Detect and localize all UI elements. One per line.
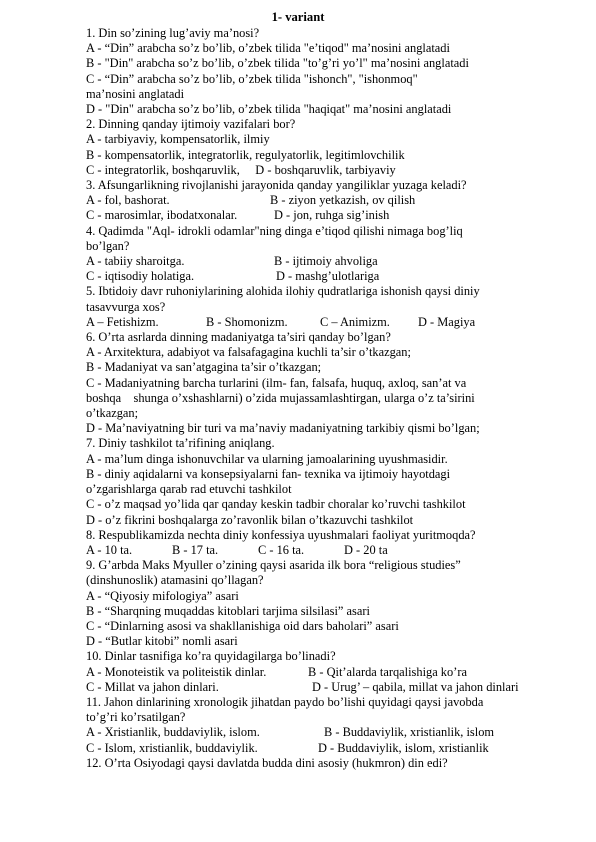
answer-11c: C - Islom, xristianlik, buddaviylik. — [86, 740, 258, 755]
answer-2b: B - kompensatorlik, integratorlik, regulyatorlik, legitimlovchilik — [86, 147, 405, 162]
answer-3c: C - marosimlar, ibodatxonalar. — [86, 208, 238, 223]
answer-row — [86, 665, 586, 680]
answer-1b: B - "Din" arabcha so’z bo’lib, o’zbek tilida "to’g’ri yo’l" ma’nosini anglatadi — [86, 56, 469, 71]
answer-4d: D - mashg’ulotlariga — [276, 269, 380, 284]
question-1: 1. Din so’zining lug’aviy ma’nosi? — [86, 26, 260, 40]
answer-6c-cont: boshqa shunga o’xshashlarni) o’zida mujassamlashtirgan, ularga o’z ta’sirini — [86, 390, 475, 405]
question-8: 8. Respublikamizda nechta diniy konfessiya uyushmalari faoliyat yuritmoqda? — [86, 527, 476, 542]
answer-10d: D - Urug’ – qabila, millat va jahon dinlari — [312, 679, 519, 694]
answer-row — [86, 269, 586, 284]
answer-4b: B - ijtimoiy ahvoliga — [274, 254, 378, 269]
answer-1d: D - "Din" arabcha so’z bo’lib, o’zbek tilida "haqiqat" ma’nosini anglatadi — [86, 102, 452, 117]
test-content — [86, 26, 586, 771]
answer-3b: B - ziyon yetkazish, ov qilish — [270, 193, 416, 208]
answer-1c: C - “Din” arabcha so’z bo’lib, o’zbek tilida "ishonch", "ishonmoq" — [86, 71, 418, 86]
question-9: 9. G’arbda Maks Myuller o’zining qaysi asarida ilk bora “religious studies” — [86, 558, 461, 573]
answer-3d: D - jon, ruhga sig’inish — [274, 208, 390, 223]
answer-row — [86, 208, 586, 223]
answer-6c-cont: o’tkazgan; — [86, 406, 139, 421]
answer-11d: D - Buddaviylik, islom, xristianlik — [318, 740, 489, 755]
answer-8c: C - 16 ta. — [258, 542, 305, 557]
question-5-cont: tasavvurga xos? — [86, 299, 166, 314]
question-6: 6. O’rta asrlarda dinning madaniyatga ta’siri qanday bo’lgan? — [86, 330, 391, 345]
answer-row — [86, 741, 586, 756]
answer-4c: C - iqtisodiy holatiga. — [86, 269, 195, 284]
answer-10b: B - Qit’alarda tarqalishiga ko’ra — [308, 664, 467, 679]
answer-4a: A - tabiiy sharoitga. — [86, 254, 185, 269]
answer-row — [86, 680, 586, 695]
answer-7c: C - o’z maqsad yo’lida qar qanday keskin tadbir choralar ko’ruvchi tashkilot — [86, 497, 466, 512]
answer-10a: A - Monoteistik va politeistik dinlar. — [86, 664, 267, 679]
question-9-cont: (dinshunoslik) atamasini qo’llagan? — [86, 573, 264, 588]
question-5: 5. Ibtidoiy davr ruhoniylarining alohida ilohiy qudratlariga ishonish qaysi diniy — [86, 284, 480, 299]
answer-6a: A - Arxitektura, adabiyot va falsafagagina kuchli ta’sir o’tkazgan; — [86, 345, 411, 360]
page-title: 1- variant — [271, 10, 325, 24]
answer-5d: D - Magiya — [418, 314, 476, 329]
answer-6d: D - Ma’naviyatning bir turi va ma’naviy madaniyatning tarkibiy qismi bo’lgan; — [86, 421, 480, 436]
answer-9a: A - “Qiyosiy mifologiya” asari — [86, 588, 239, 603]
question-4-cont: bo’lgan? — [86, 238, 130, 253]
question-12: 12. O’rta Osiyodagi qaysi davlatda budda dini asosiy (hukmron) din edi? — [86, 755, 448, 770]
question-3: 3. Afsungarlikning rivojlanishi jarayonida qanday yangiliklar yuzaga keladi? — [86, 178, 467, 193]
answer-row — [86, 725, 586, 740]
answer-7a: A - ma’lum dinga ishonuvchilar va ularning jamoalarining uyushmasidir. — [86, 451, 448, 466]
answer-row — [86, 543, 586, 558]
answer-11b: B - Buddaviylik, xristianlik, islom — [324, 725, 495, 740]
question-4: 4. Qadimda "Aql- idrokli odamlar"ning dinga e’tiqod qilishi nimaga bog’liq — [86, 223, 463, 238]
answer-1a: A - “Din” arabcha so’z bo’lib, o’zbek tilida "e’tiqod" ma’nosini anglatadi — [86, 41, 450, 56]
question-7: 7. Diniy tashkilot ta’rifining aniqlang. — [86, 436, 275, 451]
answer-5a: A – Fetishizm. — [86, 314, 159, 329]
answer-1c-cont: ma’nosini anglatadi — [86, 86, 185, 101]
answer-8b: B - 17 ta. — [172, 542, 219, 557]
answer-11a: A - Xristianlik, buddaviylik, islom. — [86, 725, 260, 740]
answer-row — [86, 193, 586, 208]
answer-9d: D - “Butlar kitobi” nomli asari — [86, 634, 238, 649]
answer-3a: A - fol, bashorat. — [86, 193, 170, 208]
answer-8d: D - 20 ta — [344, 542, 388, 557]
answer-2a: A - tarbiyaviy, kompensatorlik, ilmiy — [86, 132, 270, 147]
question-11-cont: to’g’ri ko’rsatilgan? — [86, 710, 186, 725]
answer-5b: B - Shomonizm. — [206, 314, 288, 329]
question-11: 11. Jahon dinlarining xronologik jihatdan paydo bo’lishi quyidagi qaysi javobda — [86, 694, 484, 709]
answer-row — [86, 315, 586, 330]
answer-9b: B - “Sharqning muqaddas kitoblari tarjima silsilasi” asari — [86, 603, 370, 618]
answer-8a: A - 10 ta. — [86, 542, 133, 557]
answer-row — [86, 254, 586, 269]
answer-7d: D - o’z fikrini boshqalarga zo’ravonlik bilan o’tkazuvchi tashkilot — [86, 512, 414, 527]
answer-7b: B - diniy aqidalarni va konsepsiyalarni fan- texnika va ijtimoiy hayotdagi — [86, 466, 451, 481]
answer-6c: C - Madaniyatning barcha turlarini (ilm- fan, falsafa, huquq, axloq, san’at va — [86, 375, 467, 390]
answer-10c: C - Millat va jahon dinlari. — [86, 679, 219, 694]
answer-7b-cont: o’zgarishlarga qarab rad etuvchi tashkilot — [86, 482, 292, 497]
answer-2cd: C - integratorlik, boshqaruvlik, D - boshqaruvlik, tarbiyaviy — [86, 162, 396, 177]
answer-9c: C - “Dinlarning asosi va shakllanishiga oid dars baholari” asari — [86, 618, 399, 633]
answer-6b: B - Madaniyat va san’atgagina ta’sir o’tkazgan; — [86, 360, 322, 375]
question-2: 2. Dinning qanday ijtimoiy vazifalari bor? — [86, 117, 296, 132]
answer-5c: C – Animizm. — [320, 314, 390, 329]
question-10: 10. Dinlar tasnifiga ko’ra quyidagilarga bo’linadi? — [86, 649, 336, 664]
